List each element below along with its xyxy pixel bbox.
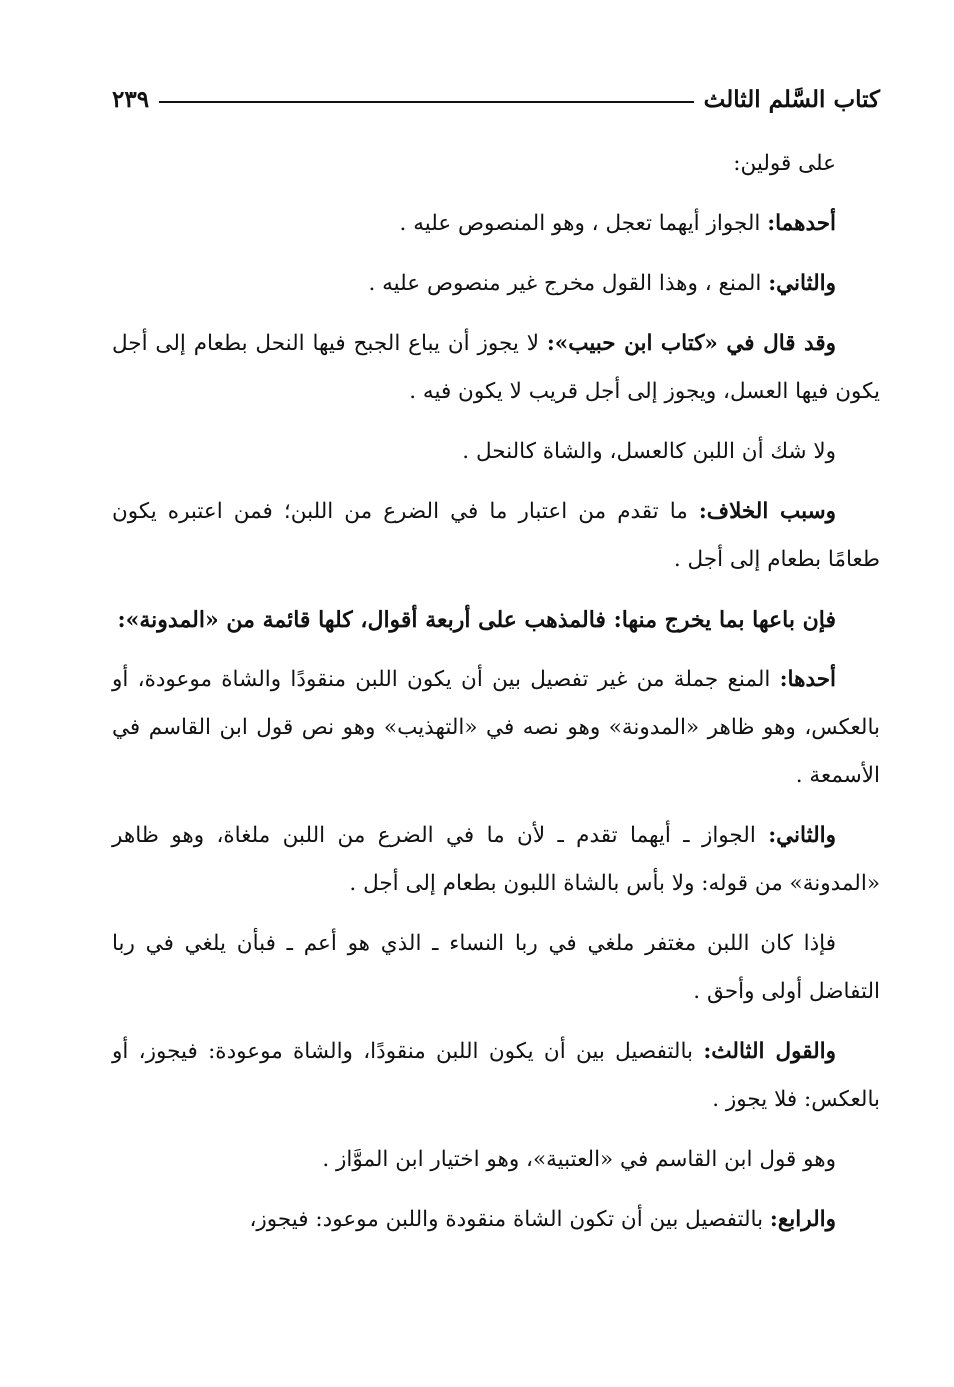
paragraph	[112, 1136, 880, 1184]
paragraph	[112, 812, 880, 908]
paragraph	[112, 200, 880, 248]
paragraph-text: فإذا كان اللبن مغتفر ملغي في ربا النساء ـ الذي هو أعم ـ فبأن يلغي في ربا التفاضل أولى وأحق .	[112, 931, 880, 1004]
paragraph	[112, 1028, 880, 1124]
paragraph-text: وهو قول ابن القاسم في «العتبية»، وهو اختيار ابن الموَّاز .	[322, 1147, 836, 1172]
body-text	[112, 140, 880, 1256]
paragraph-lead: والثاني:	[768, 823, 836, 848]
paragraph-text: الجواز ـ أيهما تقدم ـ لأن ما في الضرع من اللبن ملغاة، وهو ظاهر «المدونة» من قوله: ولا بأس بالشاة اللبون بطعام إلى أجل .	[112, 823, 880, 896]
page-number: ٢٣٩	[112, 85, 150, 113]
paragraph-lead: والثاني:	[768, 271, 836, 296]
paragraph-text: ولا شك أن اللبن كالعسل، والشاة كالنحل .	[462, 439, 836, 464]
paragraph	[112, 260, 880, 308]
paragraph-lead: وقد قال في «كتاب ابن حبيب»:	[546, 331, 836, 356]
paragraph	[112, 320, 880, 416]
paragraph	[112, 428, 880, 476]
paragraph-text: بالتفصيل بين أن يكون اللبن منقودًا، والشاة موعودة: فيجوز، أو بالعكس: فلا يجوز .	[112, 1039, 880, 1112]
paragraph-text: فإن باعها بما يخرج منها: فالمذهب على أربعة أقوال، كلها قائمة من «المدونة»:	[117, 607, 836, 633]
paragraph	[112, 920, 880, 1016]
paragraph-lead: والرابع:	[769, 1207, 836, 1232]
paragraph	[112, 488, 880, 584]
paragraph	[112, 656, 880, 800]
paragraph-text: لا يجوز أن يباع الجبح فيها النحل بطعام إلى أجل يكون فيها العسل، ويجوز إلى أجل قريب لا يكون فيه .	[112, 331, 880, 404]
paragraph-text: المنع ، وهذا القول مخرج غير منصوص عليه .	[368, 271, 769, 296]
section-heading	[112, 596, 880, 644]
paragraph	[112, 1196, 880, 1244]
paragraph-text: على قولين:	[733, 151, 836, 176]
paragraph-text: بالتفصيل بين أن تكون الشاة منقودة واللبن موعود: فيجوز،	[249, 1207, 770, 1232]
paragraph-lead: والقول الثالث:	[703, 1039, 836, 1064]
paragraph-text: المنع جملة من غير تفصيل بين أن يكون اللبن منقودًا والشاة موعودة، أو بالعكس، وهو ظاهر «المدونة» وهو نصه في «التهذيب» وهو نص قول ابن القاسم في الأسمعة .	[112, 667, 880, 788]
paragraph-lead: أحدها:	[779, 667, 836, 692]
header-rule	[159, 101, 694, 103]
paragraph-text: ما تقدم من اعتبار ما في الضرع من اللبن؛ فمن اعتبره يكون طعامًا بطعام إلى أجل .	[112, 499, 880, 572]
paragraph-text: الجواز أيهما تعجل ، وهو المنصوص عليه .	[399, 211, 768, 236]
page-header	[112, 82, 880, 116]
paragraph-lead: وسبب الخلاف:	[698, 499, 837, 524]
paragraph-lead: أحدهما:	[767, 211, 836, 236]
running-title: كتاب السَّلم الثالث	[703, 85, 880, 113]
paragraph	[112, 140, 880, 188]
